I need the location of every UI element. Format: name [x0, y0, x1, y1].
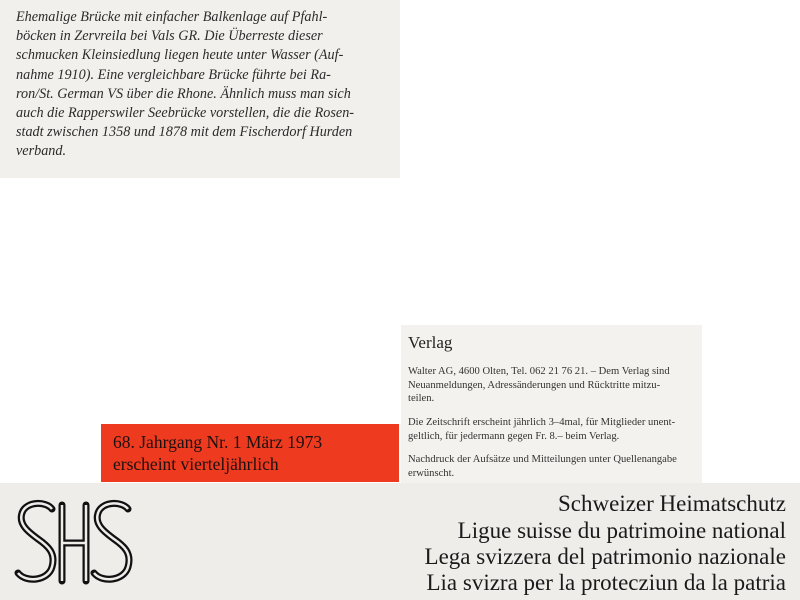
photo-caption — [0, 0, 400, 178]
issue-number: 68. Jahrgang Nr. 1 März 1973 — [113, 432, 323, 452]
org-name-french: Ligue suisse du patrimoine national — [457, 518, 786, 543]
org-name-german: Schweizer Heimatschutz — [558, 491, 786, 516]
caption-line: böcken in Zervreila bei Vals GR. Die Überreste dieser — [16, 28, 323, 45]
issue-frequency: erscheint vierteljährlich — [113, 454, 279, 474]
paragraph-line: Neuanmeldungen, Adressänderungen und Rücktritte mitzu- — [408, 379, 661, 391]
organization-footer — [0, 483, 800, 600]
caption-line: stadt zwischen 1358 und 1878 mit dem Fischerdorf Hurden — [16, 124, 353, 141]
paragraph-line: Walter AG, 4600 Olten, Tel. 062 21 76 21. – Dem Verlag sind — [408, 366, 670, 377]
shs-logo-icon — [12, 495, 136, 590]
caption-line: ron/St. German VS über die Rhone. Ähnlich muss man sich — [16, 85, 351, 102]
paragraph-line: Die Zeitschrift erscheint jährlich 3–4mal, für Mitglieder unent- — [408, 417, 676, 428]
org-name-italian: Lega svizzera del patrimonio nazionale — [424, 544, 786, 569]
caption-text — [16, 8, 394, 162]
caption-line: schmucken Kleinsiedlung liegen heute unter Wasser (Auf- — [16, 47, 344, 64]
issue-info-box — [101, 424, 399, 482]
paragraph-line: teilen. — [408, 393, 435, 404]
paragraph-line: erwünscht. — [408, 467, 455, 479]
publication-frequency-paragraph — [408, 416, 696, 443]
publisher-title: Verlag — [408, 333, 453, 352]
caption-line: nahme 1910). Eine vergleichbare Brücke führte bei Ra- — [16, 66, 331, 83]
paragraph-line: Nachdruck der Aufsätze und Mitteilungen unter Quellenangabe — [408, 454, 677, 465]
caption-line: Ehemalige Brücke mit einfacher Balkenlage auf Pfahl- — [16, 9, 328, 25]
paragraph-line: geltlich, für jedermann gegen Fr. 8.– beim Verlag. — [408, 430, 620, 442]
reprint-notice-paragraph — [408, 453, 696, 480]
caption-line: auch die Rapperswiler Seebrücke vorstellen, die die Rosen- — [16, 105, 355, 122]
org-name-romansh: Lia svizra per la protecziun da la patria — [426, 570, 786, 595]
publisher-box — [401, 325, 702, 483]
publisher-contact-paragraph — [408, 365, 696, 406]
caption-line: verband. — [16, 143, 67, 160]
